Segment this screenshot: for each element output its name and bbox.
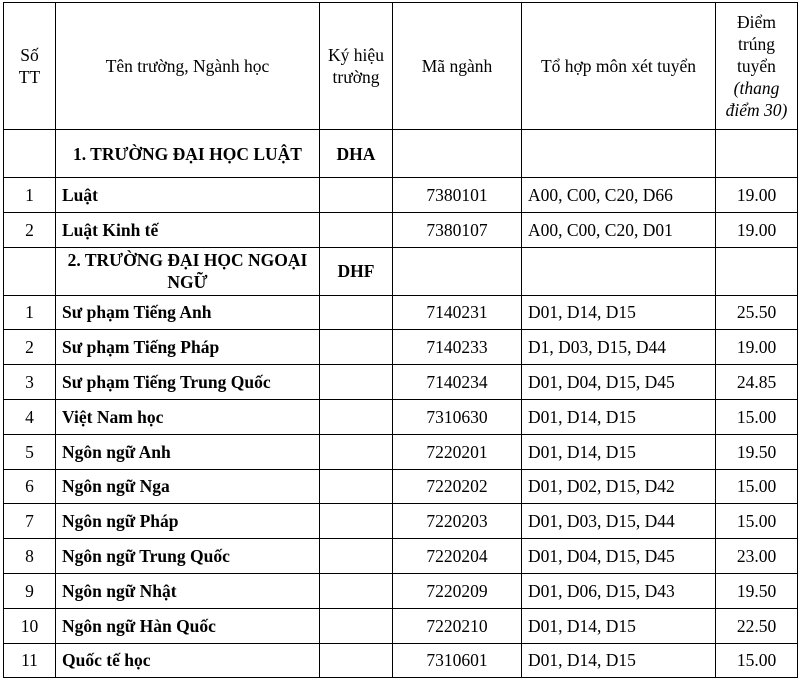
cell-score: 15.00 [716, 643, 798, 678]
cell-name: Ngôn ngữ Trung Quốc [56, 539, 320, 574]
cell-school-code [320, 434, 393, 469]
cell-school-code [320, 330, 393, 365]
cell-score: 25.50 [716, 295, 798, 330]
cell-school-code [320, 469, 393, 504]
cell-name: Ngôn ngữ Pháp [56, 504, 320, 539]
cell-score: 23.00 [716, 539, 798, 574]
cell-name: Ngôn ngữ Anh [56, 434, 320, 469]
cell-school-code [320, 573, 393, 608]
cell-school-code [320, 178, 393, 213]
cell-score: 15.00 [716, 469, 798, 504]
cell-major-code: 7220210 [393, 608, 522, 643]
cell-score: 19.50 [716, 434, 798, 469]
group-stt-empty [4, 130, 56, 178]
cell-stt: 2 [4, 330, 56, 365]
cell-stt: 3 [4, 365, 56, 400]
table-row [4, 573, 798, 608]
cell-major-code: 7220209 [393, 573, 522, 608]
cell-stt: 5 [4, 434, 56, 469]
header-school-code: Ký hiệu trường [320, 3, 393, 130]
cell-school-code [320, 504, 393, 539]
cell-major-code: 7310630 [393, 399, 522, 434]
cell-major-code: 7380101 [393, 178, 522, 213]
cell-name: Ngôn ngữ Nga [56, 469, 320, 504]
header-score [716, 3, 798, 130]
cell-school-code [320, 539, 393, 574]
cell-stt: 1 [4, 178, 56, 213]
cell-subjects: D01, D06, D15, D43 [522, 573, 716, 608]
cell-score: 22.50 [716, 608, 798, 643]
cell-stt: 1 [4, 295, 56, 330]
header-subjects: Tổ hợp môn xét tuyển [522, 3, 716, 130]
cell-subjects: D01, D02, D15, D42 [522, 469, 716, 504]
table-row [4, 434, 798, 469]
table-row [4, 295, 798, 330]
cell-major-code: 7220204 [393, 539, 522, 574]
cell-stt: 8 [4, 539, 56, 574]
header-score-main: Điểm trúng tuyển [737, 12, 776, 76]
cell-score: 19.00 [716, 212, 798, 247]
table-header-row [4, 3, 798, 130]
group-school-code: DHF [320, 247, 393, 295]
cell-name: Sư phạm Tiếng Anh [56, 295, 320, 330]
cell-subjects: A00, C00, C20, D66 [522, 178, 716, 213]
cell-stt: 11 [4, 643, 56, 678]
cell-subjects: D01, D14, D15 [522, 399, 716, 434]
cell-name: Quốc tế học [56, 643, 320, 678]
group-name: 2. TRƯỜNG ĐẠI HỌC NGOẠI NGỮ [56, 247, 320, 295]
cell-school-code [320, 365, 393, 400]
cell-name: Ngôn ngữ Hàn Quốc [56, 608, 320, 643]
header-major-code: Mã ngành [393, 3, 522, 130]
cell-subjects: D01, D14, D15 [522, 295, 716, 330]
group-row-law [4, 130, 798, 178]
table-row [4, 504, 798, 539]
table-row [4, 608, 798, 643]
cell-subjects: D01, D04, D15, D45 [522, 539, 716, 574]
cell-school-code [320, 295, 393, 330]
group-name: 1. TRƯỜNG ĐẠI HỌC LUẬT [56, 130, 320, 178]
table-row [4, 212, 798, 247]
cell-major-code: 7380107 [393, 212, 522, 247]
cell-school-code [320, 608, 393, 643]
cell-major-code: 7220201 [393, 434, 522, 469]
cell-name: Sư phạm Tiếng Pháp [56, 330, 320, 365]
cell-subjects: D01, D14, D15 [522, 643, 716, 678]
cell-score: 19.00 [716, 330, 798, 365]
cell-stt: 6 [4, 469, 56, 504]
cell-name: Việt Nam học [56, 399, 320, 434]
table-row [4, 643, 798, 678]
cell-major-code: 7220203 [393, 504, 522, 539]
cell-score: 24.85 [716, 365, 798, 400]
cell-subjects: D01, D14, D15 [522, 434, 716, 469]
header-name: Tên trường, Ngành học [56, 3, 320, 130]
cell-name: Luật [56, 178, 320, 213]
cell-major-code: 7140231 [393, 295, 522, 330]
cell-subjects: A00, C00, C20, D01 [522, 212, 716, 247]
cell-school-code [320, 643, 393, 678]
table-row [4, 539, 798, 574]
cell-subjects: D01, D14, D15 [522, 608, 716, 643]
header-score-note: (thang điểm 30) [725, 78, 788, 120]
table-row [4, 365, 798, 400]
cell-subjects: D01, D03, D15, D44 [522, 504, 716, 539]
cell-name: Ngôn ngữ Nhật [56, 573, 320, 608]
cell-school-code [320, 399, 393, 434]
cell-name: Sư phạm Tiếng Trung Quốc [56, 365, 320, 400]
cell-score: 19.00 [716, 178, 798, 213]
group-row-foreign-languages [4, 247, 798, 295]
cell-score: 15.00 [716, 399, 798, 434]
cell-stt: 10 [4, 608, 56, 643]
table-row [4, 330, 798, 365]
cell-stt: 7 [4, 504, 56, 539]
cell-subjects: D1, D03, D15, D44 [522, 330, 716, 365]
cell-score: 15.00 [716, 504, 798, 539]
cell-major-code: 7310601 [393, 643, 522, 678]
table-row [4, 399, 798, 434]
cell-major-code: 7140234 [393, 365, 522, 400]
cell-stt: 9 [4, 573, 56, 608]
cell-subjects: D01, D04, D15, D45 [522, 365, 716, 400]
cell-stt: 4 [4, 399, 56, 434]
cell-major-code: 7140233 [393, 330, 522, 365]
cell-stt: 2 [4, 212, 56, 247]
header-stt: Số TT [4, 3, 56, 130]
cell-score: 19.50 [716, 573, 798, 608]
cell-school-code [320, 212, 393, 247]
group-stt-empty [4, 247, 56, 295]
group-school-code: DHA [320, 130, 393, 178]
table-row [4, 178, 798, 213]
cell-major-code: 7220202 [393, 469, 522, 504]
cell-name: Luật Kinh tế [56, 212, 320, 247]
table-row [4, 469, 798, 504]
admission-score-table [3, 2, 798, 678]
